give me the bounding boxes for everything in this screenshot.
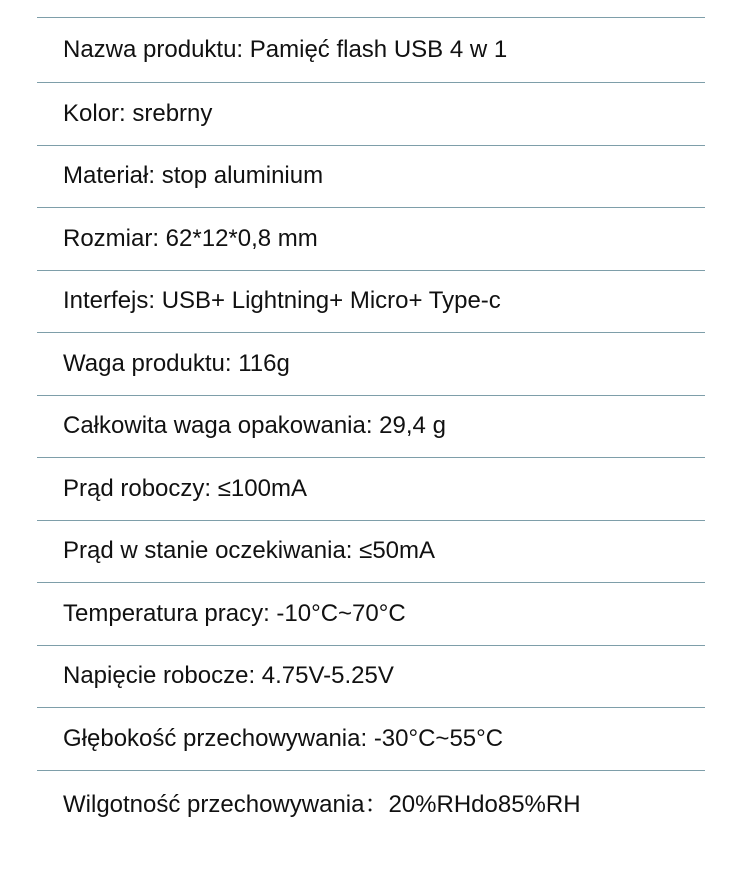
spec-row-color: Kolor: srebrny bbox=[37, 83, 705, 146]
spec-row-product-weight: Waga produktu: 116g bbox=[37, 333, 705, 396]
spec-list bbox=[37, 17, 705, 833]
spec-row-working-current: Prąd roboczy: ≤100mA bbox=[37, 458, 705, 521]
spec-row-working-temperature: Temperatura pracy: -10°C~70°C bbox=[37, 583, 705, 646]
spec-row-package-weight: Całkowita waga opakowania: 29,4 g bbox=[37, 396, 705, 459]
spec-row-working-voltage: Napięcie robocze: 4.75V-5.25V bbox=[37, 646, 705, 709]
spec-row-material: Materiał: stop aluminium bbox=[37, 146, 705, 209]
spec-row-interface: Interfejs: USB+ Lightning+ Micro+ Type-c bbox=[37, 271, 705, 334]
spec-row-size: Rozmiar: 62*12*0,8 mm bbox=[37, 208, 705, 271]
spec-row-standby-current: Prąd w stanie oczekiwania: ≤50mA bbox=[37, 521, 705, 584]
spec-row-product-name: Nazwa produktu: Pamięć flash USB 4 w 1 bbox=[37, 18, 705, 83]
spec-row-storage-humidity: Wilgotność przechowywania：20%RHdo85%RH bbox=[63, 791, 581, 819]
spec-row-storage-temperature: Głębokość przechowywania: -30°C~55°C bbox=[37, 708, 705, 771]
